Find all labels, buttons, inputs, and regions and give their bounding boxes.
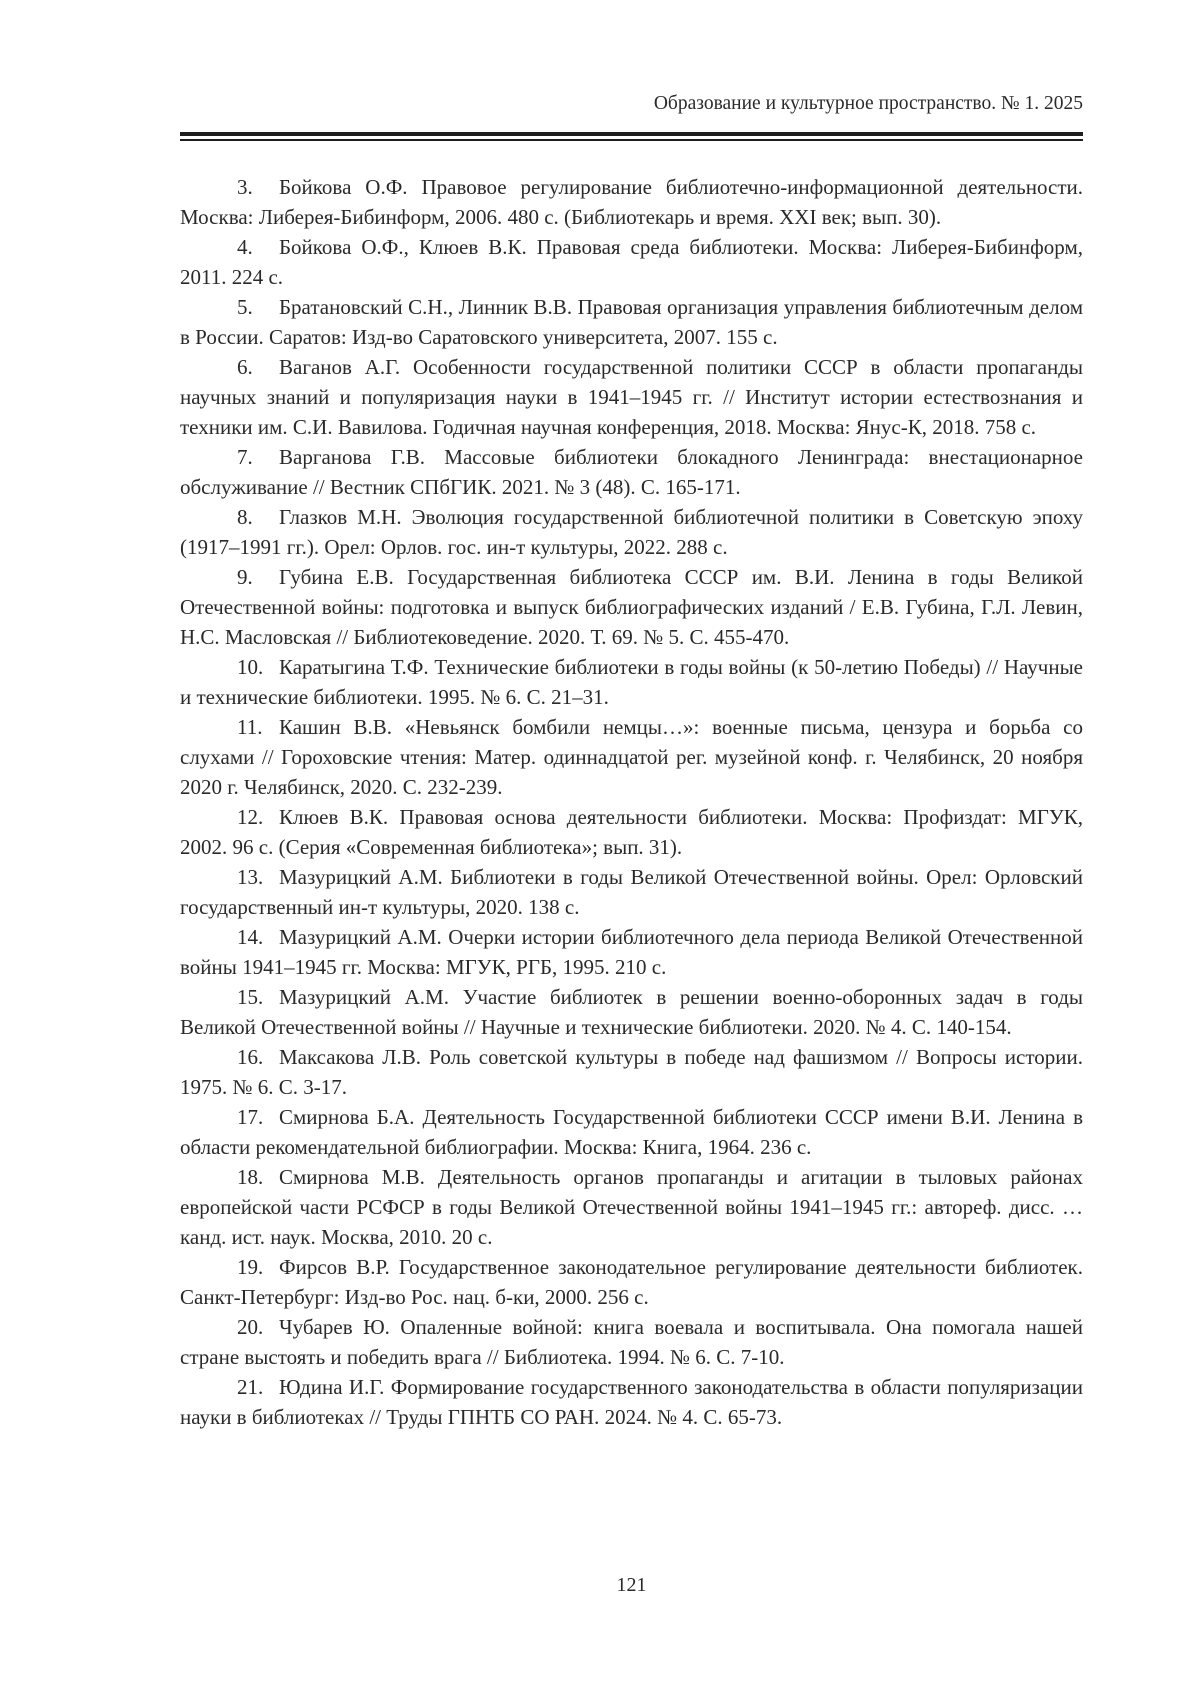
reference-item	[180, 352, 1083, 442]
reference-item	[180, 922, 1083, 982]
reference-item	[180, 1372, 1083, 1432]
reference-item	[180, 292, 1083, 352]
reference-text: Чубарев Ю. Опаленные войной: книга воевала и воспитывала. Она помогала нашей стране выстоять и победить врага // Библиотека. 1994. № 6. С. 7-10.	[180, 1315, 1083, 1369]
reference-number: 21.	[237, 1375, 264, 1399]
running-header: Образование и культурное пространство. № 1. 2025	[653, 93, 1083, 114]
page-number: 121	[616, 1574, 647, 1596]
reference-text: Кашин В.В. «Невьянск бомбили немцы…»: военные письма, цензура и борьба со слухами // Гороховские чтения: Матер. одиннадцатой рег. музейной конф. г. Челябинск, 20 ноября 2020 г. Челябинск, 2020. С. 232-239.	[180, 715, 1083, 799]
reference-item	[180, 1102, 1083, 1162]
reference-number: 6.	[237, 355, 253, 379]
reference-text: Ваганов А.Г. Особенности государственной политики СССР в области пропаганды научных знаний и популяризация науки в 1941–1945 гг. // Институт истории естествознания и техники им. С.И. Вавилова. Годичная научная конференция, 2018. Москва: Янус-К, 2018. 758 с.	[180, 355, 1083, 439]
reference-text: Смирнова Б.А. Деятельность Государственной библиотеки СССР имени В.И. Ленина в области рекомендательной библиографии. Москва: Книга, 1964. 236 с.	[180, 1105, 1083, 1159]
reference-number: 16.	[237, 1045, 264, 1069]
reference-number: 15.	[237, 985, 264, 1009]
reference-item	[180, 1042, 1083, 1102]
reference-item	[180, 562, 1083, 652]
reference-item	[180, 232, 1083, 292]
reference-item	[180, 442, 1083, 502]
reference-number: 14.	[237, 925, 264, 949]
reference-number: 13.	[237, 865, 264, 889]
reference-text: Смирнова М.В. Деятельность органов пропаганды и агитации в тыловых районах европейской части РСФСР в годы Великой Отечественной войны 1941–1945 гг.: автореф. дисс. … канд. ист. наук. Москва, 2010. 20 с.	[180, 1165, 1083, 1249]
reference-text: Бойкова О.Ф. Правовое регулирование библиотечно-информационной деятельности. Москва: Либерея-Бибинформ, 2006. 480 с. (Библиотекарь и время. XXI век; вып. 30).	[180, 175, 1083, 229]
reference-number: 9.	[237, 565, 253, 589]
reference-number: 5.	[237, 295, 253, 319]
reference-item	[180, 172, 1083, 232]
reference-item	[180, 1312, 1083, 1372]
reference-item	[180, 1252, 1083, 1312]
reference-text: Мазурицкий А.М. Участие библиотек в решении военно-оборонных задач в годы Великой Отечественной войны // Научные и технические библиотеки. 2020. № 4. С. 140-154.	[180, 985, 1083, 1039]
reference-number: 10.	[237, 655, 264, 679]
header-rule-thin	[180, 139, 1083, 141]
reference-text: Клюев В.К. Правовая основа деятельности библиотеки. Москва: Профиздат: МГУК, 2002. 96 с. (Серия «Современная библиотека»; вып. 31).	[180, 805, 1083, 859]
reference-text: Каратыгина Т.Ф. Технические библиотеки в годы войны (к 50-летию Победы) // Научные и технические библиотеки. 1995. № 6. С. 21–31.	[180, 655, 1083, 709]
reference-number: 4.	[237, 235, 253, 259]
reference-text: Братановский С.Н., Линник В.В. Правовая организация управления библиотечным делом в России. Саратов: Изд-во Саратовского университета, 2007. 155 с.	[180, 295, 1083, 349]
reference-item	[180, 982, 1083, 1042]
reference-number: 7.	[237, 445, 253, 469]
reference-item	[180, 712, 1083, 802]
reference-text: Юдина И.Г. Формирование государственного законодательства в области популяризации науки в библиотеках // Труды ГПНТБ СО РАН. 2024. № 4. С. 65-73.	[180, 1375, 1083, 1429]
reference-number: 11.	[237, 715, 263, 739]
reference-number: 18.	[237, 1165, 264, 1189]
reference-item	[180, 652, 1083, 712]
reference-number: 3.	[237, 175, 253, 199]
reference-number: 8.	[237, 505, 253, 529]
reference-text: Мазурицкий А.М. Библиотеки в годы Великой Отечественной войны. Орел: Орловский государственный ин-т культуры, 2020. 138 с.	[180, 865, 1083, 919]
reference-item	[180, 862, 1083, 922]
reference-text: Фирсов В.Р. Государственное законодательное регулирование деятельности библиотек. Санкт-Петербург: Изд-во Рос. нац. б-ки, 2000. 256 с.	[180, 1255, 1083, 1309]
reference-number: 19.	[237, 1255, 264, 1279]
reference-text: Максакова Л.В. Роль советской культуры в победе над фашизмом // Вопросы истории. 1975. № 6. С. 3-17.	[180, 1045, 1083, 1099]
reference-item	[180, 1162, 1083, 1252]
reference-text: Глазков М.Н. Эволюция государственной библиотечной политики в Советскую эпоху (1917–1991 гг.). Орел: Орлов. гос. ин-т культуры, 2022. 288 с.	[180, 505, 1083, 559]
reference-number: 12.	[237, 805, 264, 829]
reference-list	[180, 172, 1083, 1432]
reference-text: Варганова Г.В. Массовые библиотеки блокадного Ленинграда: внестационарное обслуживание // Вестник СПбГИК. 2021. № 3 (48). С. 165-171.	[180, 445, 1083, 499]
reference-item	[180, 502, 1083, 562]
reference-item	[180, 802, 1083, 862]
reference-number: 20.	[237, 1315, 264, 1339]
reference-text: Губина Е.В. Государственная библиотека СССР им. В.И. Ленина в годы Великой Отечественной войны: подготовка и выпуск библиографических изданий / Е.В. Губина, Г.Л. Левин, Н.С. Масловская // Библиотековедение. 2020. Т. 69. № 5. С. 455-470.	[180, 565, 1083, 649]
reference-text: Мазурицкий А.М. Очерки истории библиотечного дела периода Великой Отечественной войны 1941–1945 гг. Москва: МГУК, РГБ, 1995. 210 с.	[180, 925, 1083, 979]
header-rule-thick	[180, 132, 1083, 136]
reference-number: 17.	[237, 1105, 264, 1129]
reference-text: Бойкова О.Ф., Клюев В.К. Правовая среда библиотеки. Москва: Либерея-Бибинформ, 2011. 224 с.	[180, 235, 1083, 289]
